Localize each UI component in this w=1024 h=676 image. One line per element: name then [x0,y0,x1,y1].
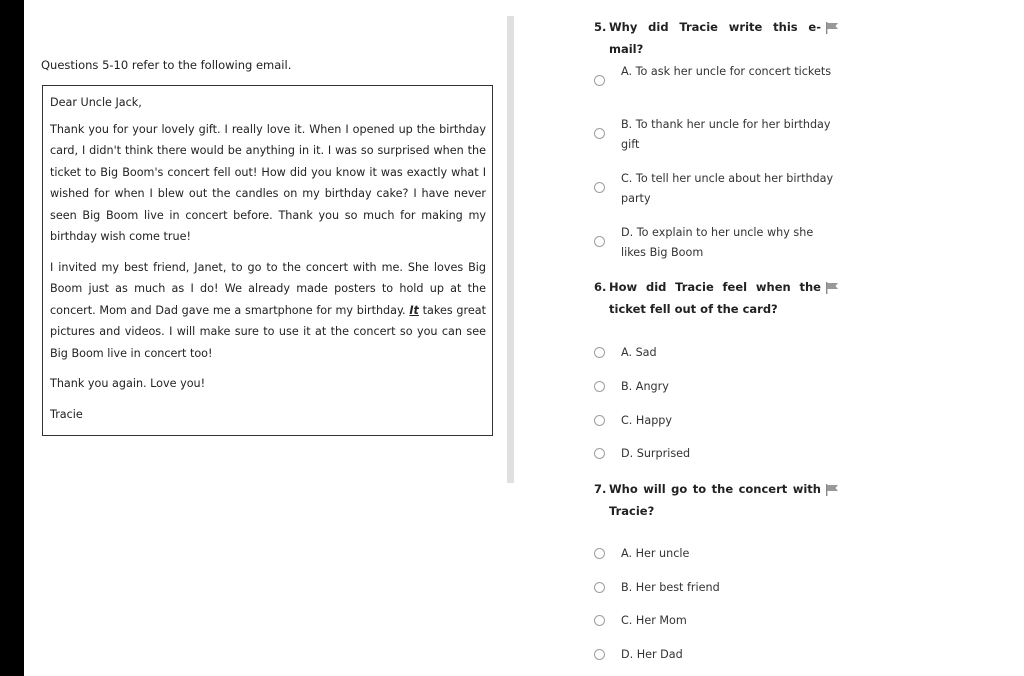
passage-intro: Questions 5-10 refer to the following email. [41,58,292,72]
option-label: D. To explain to her uncle why she likes Big Boom [621,226,814,259]
left-black-bar [0,0,24,676]
question-5-option-b[interactable] [594,115,834,155]
question-number: 6. [594,280,607,294]
question-6-option-d[interactable] [594,444,834,464]
radio-button[interactable] [594,615,605,626]
column-divider [507,16,514,483]
radio-button[interactable] [594,128,605,139]
flag-icon[interactable] [825,282,839,294]
email-signature: Tracie [50,407,83,421]
question-7-option-a[interactable] [594,544,834,564]
radio-button[interactable] [594,582,605,593]
option-label: D. Surprised [621,447,691,460]
email-paragraph-2 [50,257,486,365]
question-7-option-c[interactable] [594,611,834,631]
email-paragraph-2-start: I invited my best friend, Janet, to go to the concert with me. She loves Big Boom just as much as I do! We already made posters to hold up at the concert. Mom and Dad gave me a smartphone for my birthday. [50,260,486,317]
option-label: A. To ask her uncle for concert tickets [621,65,832,78]
option-label: D. Her Dad [621,648,683,661]
radio-button[interactable] [594,548,605,559]
flag-icon[interactable] [825,22,839,34]
email-paragraph-2-end: takes great pictures and videos. I will make sure to use it at the concert so you can see Big Boom live in concert too! [50,303,486,360]
flag-icon[interactable] [825,484,839,496]
email-closing: Thank you again. Love you! [50,377,206,390]
emphasized-word: It [409,303,419,317]
question-text: How did Tracie feel when the ticket fell out of the card? [609,280,821,316]
question-number: 5. [594,20,607,34]
option-label: C. Happy [621,414,673,427]
option-label: A. Her uncle [621,547,690,560]
question-5-option-d[interactable] [594,223,834,263]
question-6-option-a[interactable] [594,343,834,363]
question-6 [594,277,839,320]
radio-button[interactable] [594,381,605,392]
question-7-option-d[interactable] [594,645,834,665]
email-passage [42,85,493,436]
question-7 [594,479,839,522]
question-7-option-b[interactable] [594,578,834,598]
question-5 [594,17,839,60]
radio-button[interactable] [594,182,605,193]
question-6-option-c[interactable] [594,411,834,431]
radio-button[interactable] [594,236,605,247]
question-6-option-b[interactable] [594,377,834,397]
question-5-option-c[interactable] [594,169,834,209]
option-label: B. Her best friend [621,581,720,594]
option-label: B. To thank her uncle for her birthday gift [621,118,831,151]
option-label: B. Angry [621,380,669,393]
question-6-heading [594,277,839,320]
radio-button[interactable] [594,448,605,459]
question-5-option-a[interactable] [594,62,834,86]
radio-button[interactable] [594,415,605,426]
option-label: C. To tell her uncle about her birthday party [621,172,834,205]
question-text: Who will go to the concert with Tracie? [609,482,821,518]
radio-button[interactable] [594,347,605,358]
question-number: 7. [594,482,607,496]
option-label: A. Sad [621,346,657,359]
email-greeting: Dear Uncle Jack, [50,96,142,109]
option-label: C. Her Mom [621,614,687,627]
radio-button[interactable] [594,75,605,86]
radio-button[interactable] [594,649,605,660]
question-5-heading [594,17,839,60]
email-paragraph-1: Thank you for your lovely gift. I really love it. When I opened up the birthday card, I didn't think there would be anything in it. I was so surprised when the ticket to Big Boom's concert fell out! How did you know it was exactly what I wished for when I blew out the candles on my birthday cake? I have never seen Big Boom live in concert before. Thank you so much for making my birthday wish come true! [50,122,486,243]
question-text: Why did Tracie write this e-mail? [609,20,821,56]
question-7-heading [594,479,839,522]
